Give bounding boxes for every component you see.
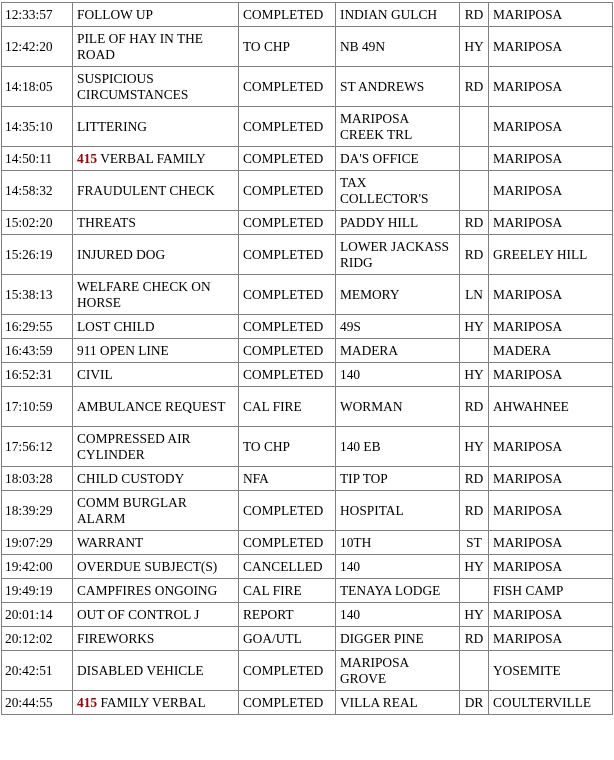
city-cell: MARIPOSA <box>489 107 613 147</box>
time-cell: 17:56:12 <box>2 427 73 467</box>
location-cell: HOSPITAL <box>336 491 460 531</box>
call-type-text: PILE OF HAY IN THE ROAD <box>77 31 203 62</box>
call-type-cell <box>73 315 239 339</box>
location-cell: MARIPOSA GROVE <box>336 651 460 691</box>
time-cell: 17:10:59 <box>2 387 73 427</box>
city-cell: COULTERVILLE <box>489 691 613 715</box>
street-suffix-cell: RD <box>460 235 489 275</box>
location-cell: WORMAN <box>336 387 460 427</box>
city-cell: MARIPOSA <box>489 67 613 107</box>
call-type-cell <box>73 651 239 691</box>
time-cell: 18:03:28 <box>2 467 73 491</box>
table-row <box>2 211 613 235</box>
call-type-cell <box>73 107 239 147</box>
location-cell: MEMORY <box>336 275 460 315</box>
call-type-text: CHILD CUSTODY <box>77 470 185 486</box>
street-suffix-cell: LN <box>460 275 489 315</box>
city-cell: MARIPOSA <box>489 467 613 491</box>
call-type-text: INJURED DOG <box>77 246 166 262</box>
status-cell: CANCELLED <box>239 555 336 579</box>
time-cell: 15:38:13 <box>2 275 73 315</box>
location-cell: DIGGER PINE <box>336 627 460 651</box>
status-cell: COMPLETED <box>239 491 336 531</box>
time-cell: 15:02:20 <box>2 211 73 235</box>
city-cell: MARIPOSA <box>489 315 613 339</box>
table-row <box>2 467 613 491</box>
street-suffix-cell <box>460 147 489 171</box>
call-type-text: OVERDUE SUBJECT(S) <box>77 558 218 574</box>
city-cell: MARIPOSA <box>489 3 613 27</box>
call-type-text: THREATS <box>77 214 136 230</box>
table-row <box>2 147 613 171</box>
time-cell: 20:44:55 <box>2 691 73 715</box>
call-type-cell <box>73 579 239 603</box>
status-cell: REPORT <box>239 603 336 627</box>
call-log-body <box>2 3 613 715</box>
call-type-text: CIVIL <box>77 366 113 382</box>
city-cell: MARIPOSA <box>489 555 613 579</box>
table-row <box>2 691 613 715</box>
city-cell: GREELEY HILL <box>489 235 613 275</box>
call-type-text: WARRANT <box>77 534 144 550</box>
call-type-text: AMBULANCE REQUEST <box>77 398 226 414</box>
call-type-text: LITTERING <box>77 118 147 134</box>
call-code: 415 <box>77 694 98 710</box>
street-suffix-cell: RD <box>460 491 489 531</box>
call-code: 415 <box>77 150 98 166</box>
street-suffix-cell: HY <box>460 315 489 339</box>
status-cell: COMPLETED <box>239 67 336 107</box>
table-row <box>2 603 613 627</box>
call-type-text: 911 OPEN LINE <box>77 342 169 358</box>
location-cell: 140 <box>336 555 460 579</box>
status-cell: COMPLETED <box>239 651 336 691</box>
call-type-cell <box>73 339 239 363</box>
call-type-cell <box>73 467 239 491</box>
call-type-cell <box>73 531 239 555</box>
call-type-text: FRAUDULENT CHECK <box>77 182 215 198</box>
street-suffix-cell: HY <box>460 363 489 387</box>
table-row <box>2 235 613 275</box>
city-cell: MARIPOSA <box>489 275 613 315</box>
table-row <box>2 107 613 147</box>
call-type-text: SUSPICIOUS CIRCUMSTANCES <box>77 71 189 102</box>
call-log-table <box>1 2 613 715</box>
call-type-cell <box>73 555 239 579</box>
status-cell: COMPLETED <box>239 531 336 555</box>
call-type-text: VERBAL FAMILY <box>100 150 206 166</box>
status-cell: GOA/UTL <box>239 627 336 651</box>
city-cell: MARIPOSA <box>489 531 613 555</box>
street-suffix-cell <box>460 651 489 691</box>
city-cell: MARIPOSA <box>489 147 613 171</box>
city-cell: AHWAHNEE <box>489 387 613 427</box>
call-type-cell <box>73 211 239 235</box>
city-cell: MADERA <box>489 339 613 363</box>
status-cell: TO CHP <box>239 27 336 67</box>
call-type-text: FAMILY VERBAL <box>100 694 206 710</box>
call-type-cell <box>73 67 239 107</box>
location-cell: TENAYA LODGE <box>336 579 460 603</box>
table-row <box>2 315 613 339</box>
location-cell: DA'S OFFICE <box>336 147 460 171</box>
time-cell: 12:42:20 <box>2 27 73 67</box>
status-cell: COMPLETED <box>239 339 336 363</box>
call-type-text: CAMPFIRES ONGOING <box>77 582 218 598</box>
table-row <box>2 555 613 579</box>
location-cell: 140 <box>336 363 460 387</box>
call-type-text: LOST CHILD <box>77 318 155 334</box>
time-cell: 18:39:29 <box>2 491 73 531</box>
call-type-cell <box>73 235 239 275</box>
location-cell: 140 <box>336 603 460 627</box>
status-cell: COMPLETED <box>239 315 336 339</box>
street-suffix-cell: DR <box>460 691 489 715</box>
status-cell: CAL FIRE <box>239 387 336 427</box>
location-cell: 140 EB <box>336 427 460 467</box>
call-type-cell <box>73 691 239 715</box>
city-cell: MARIPOSA <box>489 363 613 387</box>
time-cell: 15:26:19 <box>2 235 73 275</box>
location-cell: INDIAN GULCH <box>336 3 460 27</box>
call-type-cell <box>73 27 239 67</box>
street-suffix-cell <box>460 579 489 603</box>
status-cell: COMPLETED <box>239 3 336 27</box>
time-cell: 19:42:00 <box>2 555 73 579</box>
street-suffix-cell: RD <box>460 627 489 651</box>
location-cell: PADDY HILL <box>336 211 460 235</box>
city-cell: MARIPOSA <box>489 603 613 627</box>
table-row <box>2 531 613 555</box>
time-cell: 14:35:10 <box>2 107 73 147</box>
location-cell: NB 49N <box>336 27 460 67</box>
location-cell: VILLA REAL <box>336 691 460 715</box>
location-cell: 49S <box>336 315 460 339</box>
street-suffix-cell: HY <box>460 555 489 579</box>
city-cell: MARIPOSA <box>489 211 613 235</box>
table-row <box>2 3 613 27</box>
status-cell: COMPLETED <box>239 107 336 147</box>
call-type-cell <box>73 171 239 211</box>
table-row <box>2 579 613 603</box>
location-cell: LOWER JACKASS RIDG <box>336 235 460 275</box>
table-row <box>2 339 613 363</box>
city-cell: MARIPOSA <box>489 627 613 651</box>
call-type-text: WELFARE CHECK ON HORSE <box>77 279 211 310</box>
time-cell: 16:29:55 <box>2 315 73 339</box>
call-type-text: FIREWORKS <box>77 630 155 646</box>
table-row <box>2 387 613 427</box>
street-suffix-cell <box>460 171 489 211</box>
table-row <box>2 651 613 691</box>
street-suffix-cell: ST <box>460 531 489 555</box>
location-cell: MADERA <box>336 339 460 363</box>
street-suffix-cell: RD <box>460 387 489 427</box>
street-suffix-cell: RD <box>460 67 489 107</box>
location-cell: TIP TOP <box>336 467 460 491</box>
street-suffix-cell <box>460 339 489 363</box>
street-suffix-cell: HY <box>460 427 489 467</box>
call-type-text: DISABLED VEHICLE <box>77 662 204 678</box>
time-cell: 20:01:14 <box>2 603 73 627</box>
location-cell: TAX COLLECTOR'S <box>336 171 460 211</box>
status-cell: COMPLETED <box>239 211 336 235</box>
table-row <box>2 427 613 467</box>
status-cell: COMPLETED <box>239 171 336 211</box>
table-row <box>2 491 613 531</box>
call-type-cell <box>73 491 239 531</box>
call-type-text: COMPRESSED AIR CYLINDER <box>77 431 191 462</box>
time-cell: 19:49:19 <box>2 579 73 603</box>
status-cell: TO CHP <box>239 427 336 467</box>
table-row <box>2 67 613 107</box>
table-row <box>2 627 613 651</box>
call-type-cell <box>73 603 239 627</box>
city-cell: MARIPOSA <box>489 491 613 531</box>
call-type-cell <box>73 3 239 27</box>
location-cell: MARIPOSA CREEK TRL <box>336 107 460 147</box>
street-suffix-cell: RD <box>460 467 489 491</box>
table-row <box>2 363 613 387</box>
call-type-text: FOLLOW UP <box>77 6 154 22</box>
table-row <box>2 171 613 211</box>
status-cell: COMPLETED <box>239 275 336 315</box>
time-cell: 14:50:11 <box>2 147 73 171</box>
time-cell: 12:33:57 <box>2 3 73 27</box>
city-cell: MARIPOSA <box>489 27 613 67</box>
status-cell: COMPLETED <box>239 691 336 715</box>
table-row <box>2 275 613 315</box>
street-suffix-cell: RD <box>460 3 489 27</box>
status-cell: CAL FIRE <box>239 579 336 603</box>
location-cell: 10TH <box>336 531 460 555</box>
table-row <box>2 27 613 67</box>
call-type-text: OUT OF CONTROL J <box>77 606 200 622</box>
call-type-cell <box>73 275 239 315</box>
time-cell: 14:58:32 <box>2 171 73 211</box>
street-suffix-cell: RD <box>460 211 489 235</box>
call-type-text: COMM BURGLAR ALARM <box>77 495 187 526</box>
status-cell: NFA <box>239 467 336 491</box>
city-cell: FISH CAMP <box>489 579 613 603</box>
city-cell: MARIPOSA <box>489 427 613 467</box>
location-cell: ST ANDREWS <box>336 67 460 107</box>
city-cell: MARIPOSA <box>489 171 613 211</box>
call-type-cell <box>73 363 239 387</box>
street-suffix-cell: HY <box>460 27 489 67</box>
call-type-cell <box>73 427 239 467</box>
time-cell: 16:52:31 <box>2 363 73 387</box>
time-cell: 14:18:05 <box>2 67 73 107</box>
status-cell: COMPLETED <box>239 363 336 387</box>
call-type-cell <box>73 627 239 651</box>
street-suffix-cell <box>460 107 489 147</box>
call-type-cell <box>73 387 239 427</box>
street-suffix-cell: HY <box>460 603 489 627</box>
call-type-cell <box>73 147 239 171</box>
status-cell: COMPLETED <box>239 235 336 275</box>
time-cell: 20:42:51 <box>2 651 73 691</box>
time-cell: 16:43:59 <box>2 339 73 363</box>
time-cell: 20:12:02 <box>2 627 73 651</box>
status-cell: COMPLETED <box>239 147 336 171</box>
city-cell: YOSEMITE <box>489 651 613 691</box>
time-cell: 19:07:29 <box>2 531 73 555</box>
